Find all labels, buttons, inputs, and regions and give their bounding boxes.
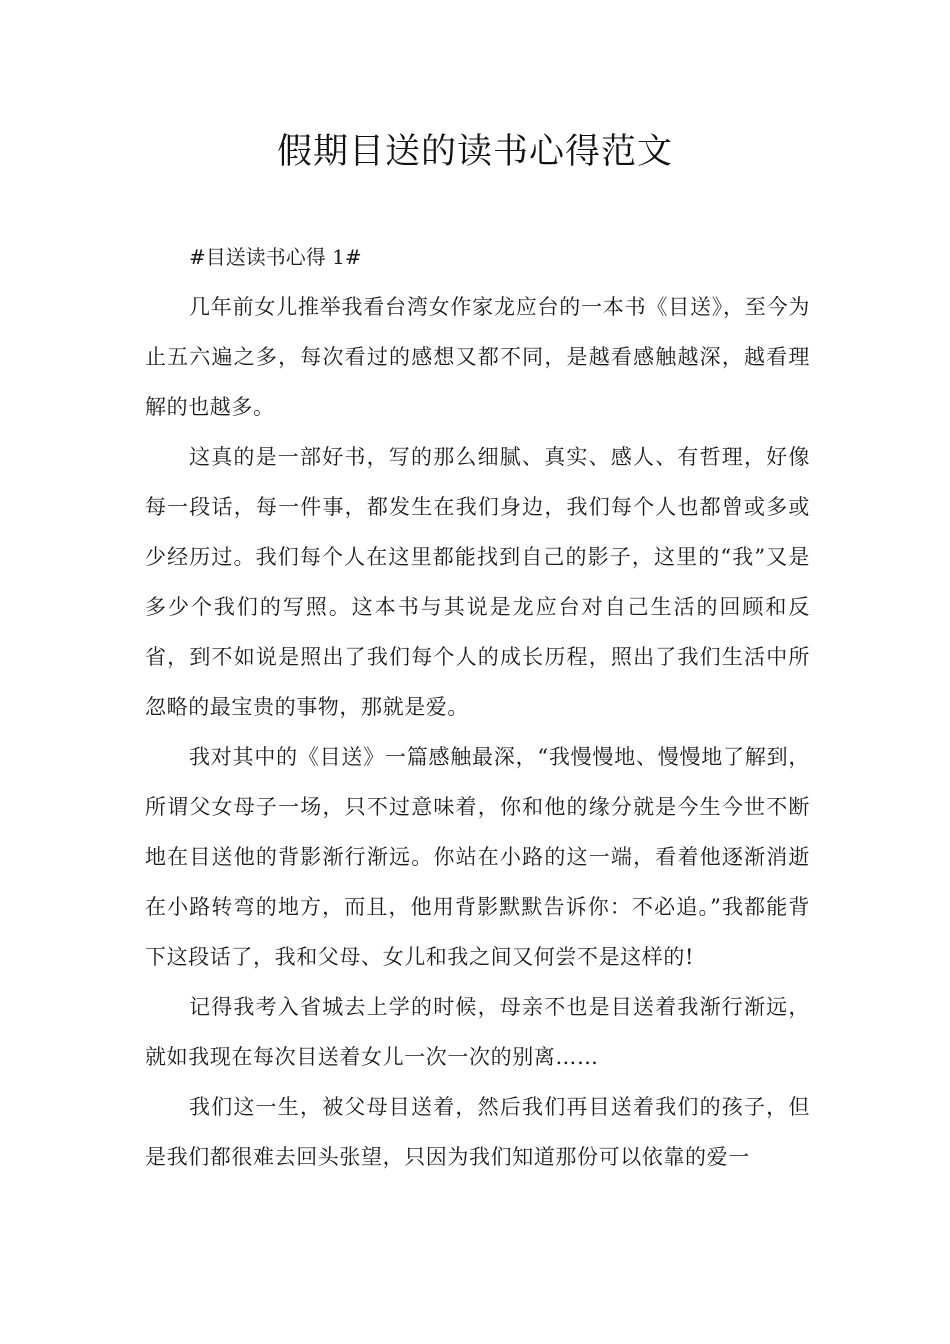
document-title: 假期目送的读书心得范文 xyxy=(276,132,673,172)
paragraph-4: 记得我考入省城去上学的时候，母亲不也是目送着我渐行渐远，就如我现在每次目送着女儿一次一次的别离…… xyxy=(145,995,810,1069)
paragraph-1: 几年前女儿推举我看台湾女作家龙应台的一本书《目送》，至今为止五六遍之多，每次看过的感想又都不同，是越看感触越深，越看理解的也越多。 xyxy=(145,295,810,419)
paragraph-2: 这真的是一部好书，写的那么细腻、真实、感人、有哲理，好像每一段话，每一件事，都发生在我们身边，我们每个人也都曾或多或少经历过。我们每个人在这里都能找到自己的影子，这里的“我”又是多少个我们的写照。这本书与其说是龙应台对自己生活的回顾和反省，到不如说是照出了我们每个人的成长历程，照出了我们生活中所忽略的最宝贵的事物，那就是爱。 xyxy=(145,445,810,719)
paragraph-5: 我们这一生，被父母目送着，然后我们再目送着我们的孩子，但是我们都很难去回头张望，只因为我们知道那份可以依靠的爱一 xyxy=(145,1095,810,1169)
section-heading: #目送读书心得 1# xyxy=(189,245,362,269)
document-body xyxy=(145,232,810,1182)
paragraph-3: 我对其中的《目送》一篇感触最深，“我慢慢地、慢慢地了解到，所谓父女母子一场，只不过意味着，你和他的缘分就是今生今世不断地在目送他的背影渐行渐远。你站在小路的这一端，看着他逐渐消逝在小路转弯的地方，而且，他用背影默默告诉你：不必追。”我都能背下这段话了，我和父母、女儿和我之间又何尝不是这样的! xyxy=(145,745,810,969)
